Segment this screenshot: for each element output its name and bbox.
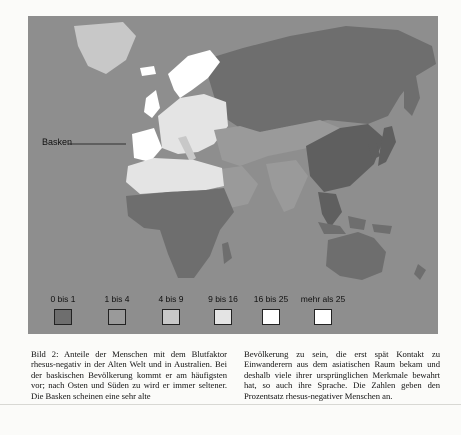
legend-label: 9 bis 16 bbox=[208, 294, 238, 304]
caption-right-column: Bevölkerung zu sein, die erst spät Kontakt zu Einwanderern aus dem asiatischen Raum bekam und deshalb viele ihrer ursprünglichen Merkmale bewahrt hat, so auch ihre Sprache. Die Zahlen geben den Prozentsatz rhesus-negativer Menschen an. bbox=[244, 349, 440, 401]
legend-swatch bbox=[54, 309, 72, 325]
legend-label: 0 bis 1 bbox=[50, 294, 76, 304]
legend-label: mehr als 25 bbox=[300, 294, 346, 304]
legend-item bbox=[143, 294, 199, 325]
legend-item bbox=[295, 294, 351, 325]
scan-edge-mark bbox=[0, 404, 461, 405]
legend-swatch bbox=[108, 309, 126, 325]
legend-item bbox=[89, 294, 145, 325]
world-map bbox=[28, 16, 438, 284]
legend bbox=[28, 284, 438, 334]
legend-swatch bbox=[162, 309, 180, 325]
legend-label: 16 bis 25 bbox=[253, 294, 289, 304]
legend-label: 4 bis 9 bbox=[158, 294, 184, 304]
legend-item bbox=[35, 294, 91, 325]
figure-panel bbox=[28, 16, 438, 334]
caption-left-column: Bild 2: Anteile der Menschen mit dem Blutfaktor rhesus-negativ in der Alten Welt und in Australien. Bei der baskischen Bevölkerung kommt er am häufigsten vor; nach Osten und Süden zu wird er immer seltener. Die Basken scheinen eine sehr alte bbox=[31, 349, 227, 401]
map-label-basken: Basken bbox=[42, 137, 73, 147]
legend-swatch bbox=[314, 309, 332, 325]
basken-pointer-line bbox=[68, 143, 128, 147]
legend-swatch bbox=[262, 309, 280, 325]
legend-item bbox=[243, 294, 299, 325]
legend-label: 1 bis 4 bbox=[104, 294, 130, 304]
legend-swatch bbox=[214, 309, 232, 325]
